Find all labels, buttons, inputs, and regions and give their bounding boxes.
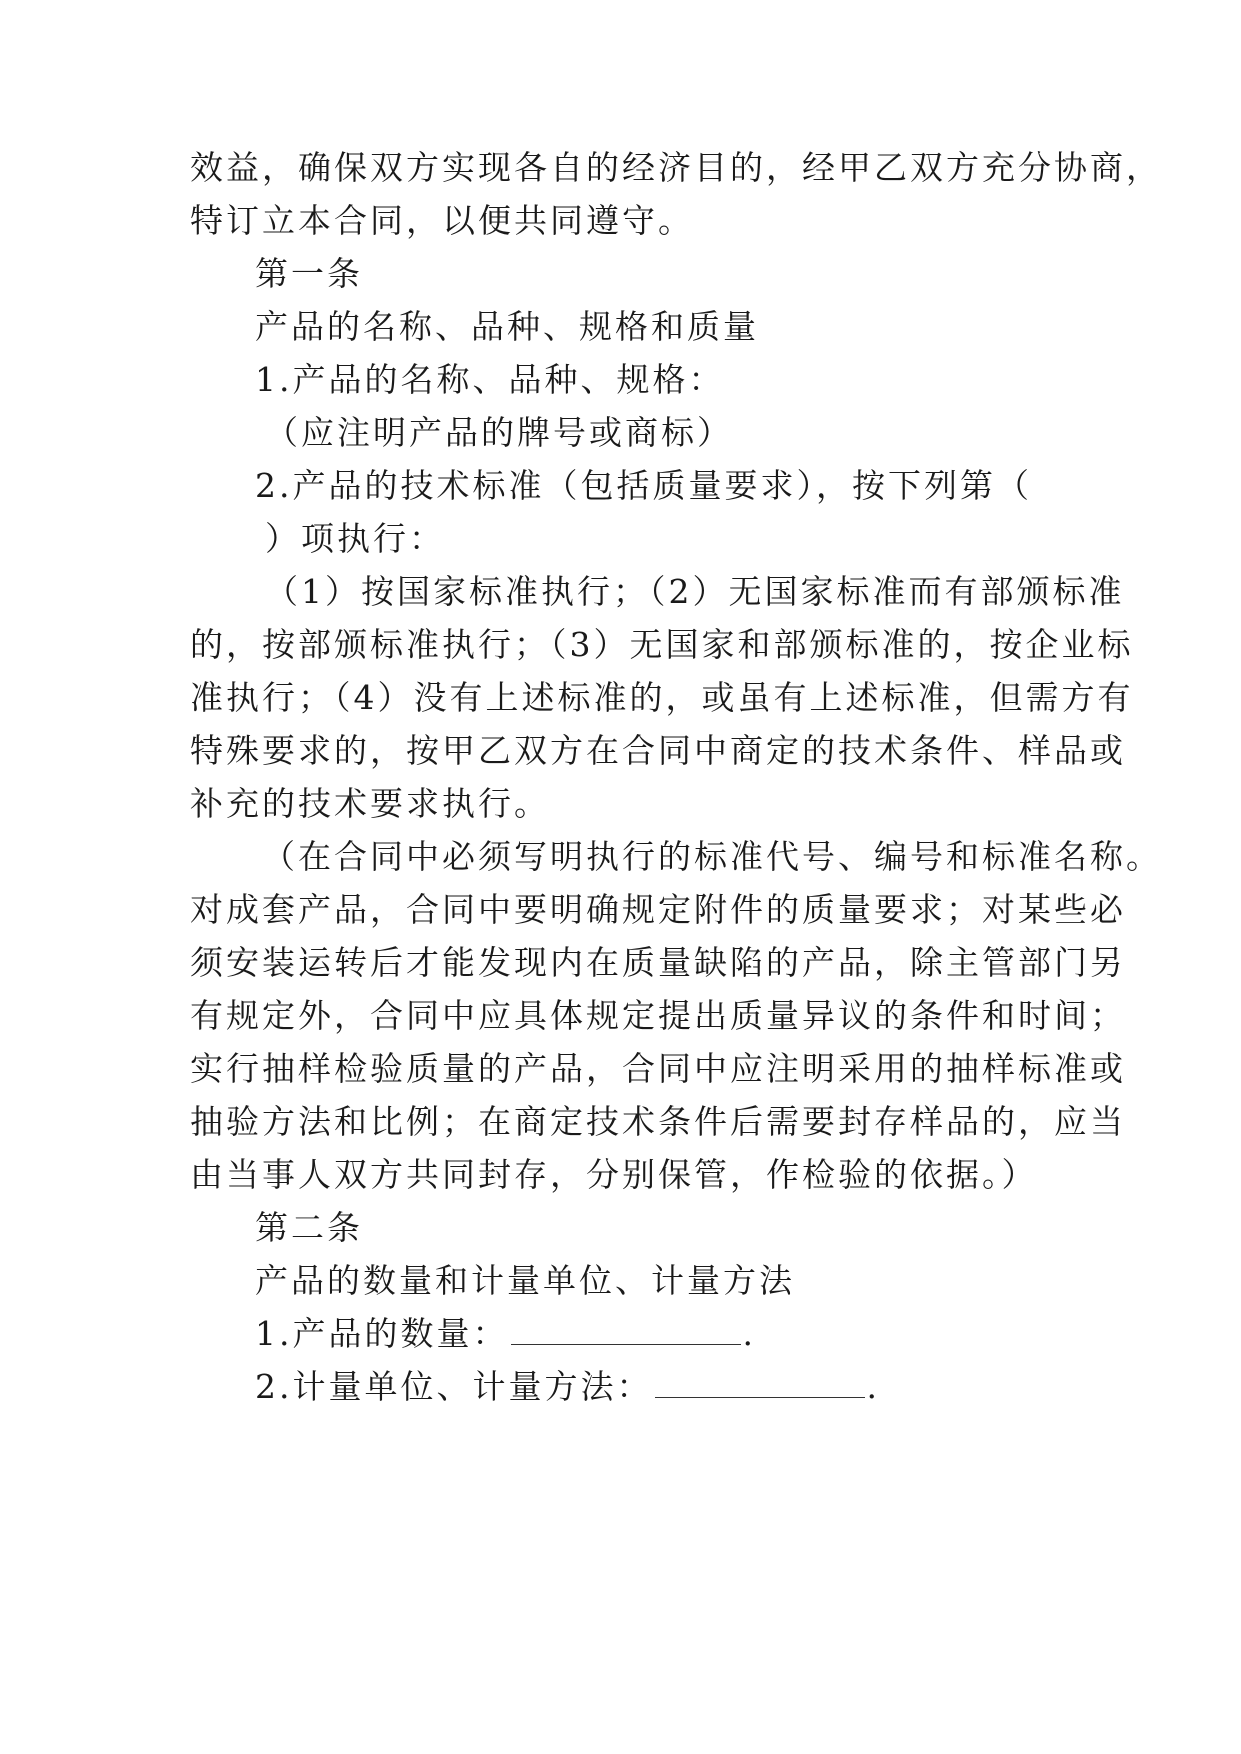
- unit-end: .: [866, 1367, 880, 1406]
- paragraph-line: 准执行；（4）没有上述标准的，或虽有上述标准，但需方有: [190, 678, 1134, 717]
- paragraph-line: 1.产品的名称、品种、规格：: [255, 360, 725, 399]
- paragraph-line: 补充的技术要求执行。: [190, 784, 550, 823]
- article-title: 产品的数量和计量单位、计量方法: [255, 1261, 795, 1300]
- paragraph-line: 的，按部颁标准执行；（3）无国家和部颁标准的，按企业标: [190, 625, 1134, 664]
- paragraph-line: 实行抽样检验质量的产品，合同中应注明采用的抽样标准或: [190, 1049, 1126, 1088]
- article-heading: 第一条: [255, 254, 363, 293]
- article-heading: 第二条: [255, 1208, 363, 1247]
- article-title: 产品的名称、品种、规格和质量: [255, 307, 759, 346]
- paragraph-line: 由当事人双方共同封存，分别保管，作检验的依据。）: [190, 1155, 1038, 1194]
- quantity-line: [255, 1314, 1135, 1354]
- paragraph-line: 对成套产品，合同中要明确规定附件的质量要求；对某些必: [190, 890, 1126, 929]
- paragraph-line: 抽验方法和比例；在商定技术条件后需要封存样品的，应当: [190, 1102, 1126, 1141]
- paragraph-line: 特订立本合同，以便共同遵守。: [190, 201, 694, 240]
- paragraph-line: 有规定外，合同中应具体规定提出质量异议的条件和时间；: [190, 996, 1126, 1035]
- quantity-blank[interactable]: [511, 1316, 741, 1345]
- paragraph-line: 须安装运转后才能发现内在质量缺陷的产品，除主管部门另: [190, 943, 1126, 982]
- unit-line: [255, 1367, 1135, 1407]
- paragraph-line: （应注明产品的牌号或商标）: [265, 413, 733, 452]
- paragraph-line: 特殊要求的，按甲乙双方在合同中商定的技术条件、样品或: [190, 731, 1126, 770]
- paragraph-line: （在合同中必须写明执行的标准代号、编号和标准名称。: [262, 837, 1162, 876]
- paragraph-line: 效益，确保双方实现各自的经济目的，经甲乙双方充分协商，: [190, 148, 1162, 187]
- unit-blank[interactable]: [655, 1369, 865, 1398]
- paragraph-line: 2.产品的技术标准（包括质量要求），按下列第（: [255, 466, 1032, 505]
- paragraph-line: ）项执行：: [265, 519, 445, 558]
- quantity-label: 1.产品的数量：: [255, 1314, 509, 1353]
- quantity-end: .: [742, 1314, 756, 1353]
- unit-label: 2.计量单位、计量方法：: [255, 1367, 653, 1406]
- paragraph-line: （1）按国家标准执行；（2）无国家标准而有部颁标准: [265, 572, 1125, 611]
